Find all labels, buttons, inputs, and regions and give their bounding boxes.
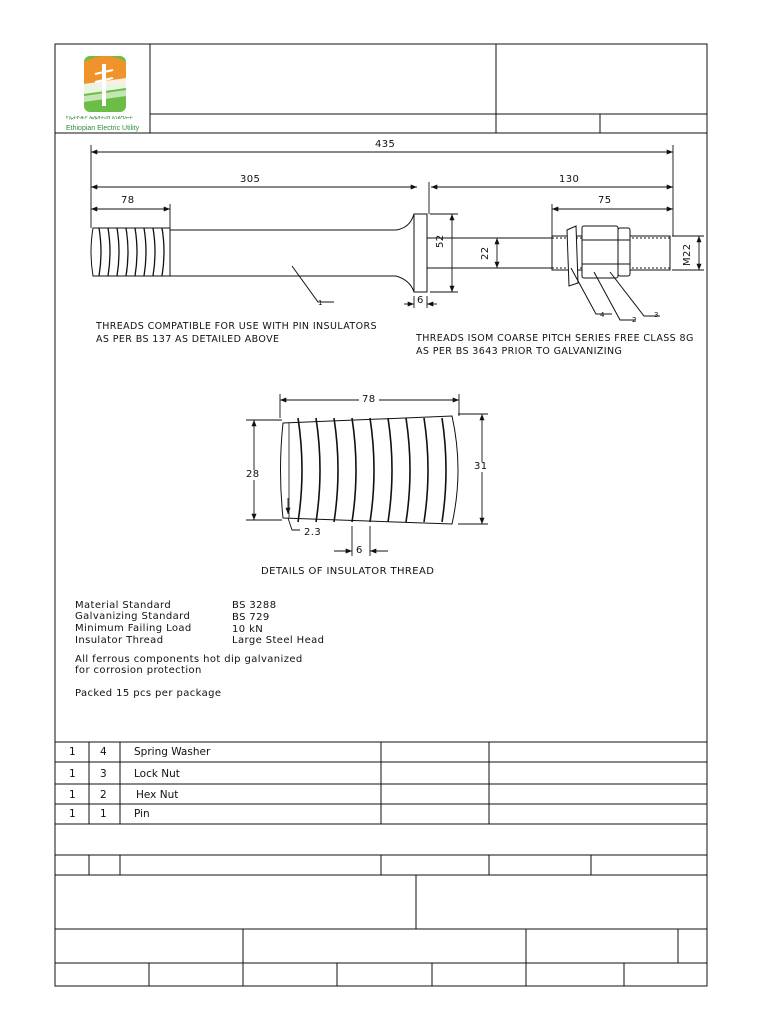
parts-item-number: 2 (100, 789, 107, 801)
pin-shank (170, 214, 414, 292)
spec-value-galvanizing: BS 729 (232, 612, 270, 623)
insulator-thread-section (91, 228, 170, 276)
dim-thread-length-left: 78 (121, 195, 135, 206)
callout-part-2: 2 (632, 316, 637, 324)
callout-part-4: 4 (600, 311, 605, 319)
note-right-line-1: THREADS ISOM COARSE PITCH SERIES FREE CLASS 8G (416, 333, 694, 344)
parts-qty: 1 (69, 808, 76, 820)
callout-part-1: 1 (318, 299, 323, 307)
spec-label-insulator-thread: Insulator Thread (75, 635, 164, 646)
spec-label-galvanizing: Galvanizing Standard (75, 611, 191, 622)
dim-collar-thickness: 6 (417, 295, 424, 306)
hex-nut (582, 226, 618, 278)
spec-label-failing-load: Minimum Failing Load (75, 623, 192, 634)
logo-english-text: Ethiopian Electric Utility (66, 125, 140, 132)
note-galvanizing-line-1: All ferrous components hot dip galvanized (75, 654, 303, 665)
company-logo (84, 56, 126, 112)
pin-collar (414, 214, 427, 292)
spec-label-material: Material Standard (75, 600, 172, 611)
dim-shank-diameter: 22 (480, 246, 491, 260)
note-galvanizing-line-2: for corrosion protection (75, 665, 202, 676)
parts-item-number: 1 (100, 808, 107, 820)
parts-description: Spring Washer (134, 746, 211, 758)
detail-inner-diameter: 28 (246, 469, 260, 480)
note-right-line-2: AS PER BS 3643 PRIOR TO GALVANIZING (416, 346, 623, 357)
note-left-line-2: AS PER BS 137 AS DETAILED ABOVE (96, 334, 280, 345)
title-block-grid (55, 855, 707, 986)
spec-value-insulator-thread: Large Steel Head (232, 635, 325, 646)
thread-body (281, 416, 459, 524)
dim-total-length: 435 (375, 139, 396, 150)
parts-item-number: 4 (100, 746, 107, 758)
spec-value-material: BS 3288 (232, 600, 277, 611)
note-packing: Packed 15 pcs per package (75, 688, 222, 699)
spec-value-failing-load: 10 kN (232, 624, 264, 635)
detail-pitch: 6 (356, 545, 363, 556)
detail-root-radius: 2.3 (304, 527, 322, 538)
pin-drawing (91, 214, 670, 320)
parts-qty: 1 (69, 789, 76, 801)
parts-description: Pin (134, 808, 150, 820)
dim-head-diameter: 52 (435, 234, 446, 248)
dim-thread-length-right: 75 (598, 195, 612, 206)
thread-detail-drawing (281, 416, 459, 524)
parts-description: Hex Nut (136, 789, 179, 801)
callout-part-3: 3 (654, 311, 659, 319)
lock-nut (618, 228, 630, 276)
dim-shank-length: 305 (240, 174, 261, 185)
parts-qty: 1 (69, 746, 76, 758)
detail-length: 78 (359, 395, 379, 405)
logo-amharic-text: የኢትዮጵያ ኤሌክትሪክ አገልግሎት (66, 116, 133, 121)
parts-qty: 1 (69, 768, 76, 780)
detail-outer-diameter: 31 (474, 461, 488, 472)
detail-caption: DETAILS OF INSULATOR THREAD (261, 566, 435, 577)
parts-item-number: 3 (100, 768, 107, 780)
note-left-line-1: THREADS COMPATIBLE FOR USE WITH PIN INSULATORS (96, 321, 377, 332)
parts-description: Lock Nut (134, 768, 180, 780)
dim-head-side-length: 130 (559, 174, 580, 185)
dim-thread-size: M22 (682, 243, 693, 266)
